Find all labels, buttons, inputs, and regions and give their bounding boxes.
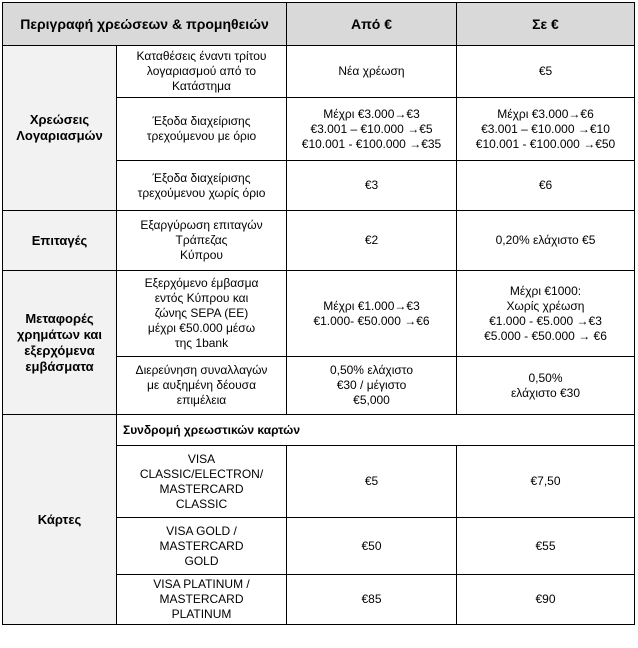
desc-line: επιμέλεια [176,393,227,407]
category-label: εξερχόμενα [24,342,95,358]
category-transfers [3,271,117,415]
desc-line: Εξαργύρωση επιταγών [140,218,263,232]
row-description [117,271,287,357]
value-line: €3.001 – €10.000 →€10 [481,121,610,136]
desc-line: μέχρι €50.000 μέσω [147,321,256,335]
row-to-value [457,446,635,518]
value-line: €3 [364,178,379,192]
value-line: €2 [364,233,379,247]
value-line: €30 / μέγιστο [336,378,407,392]
row-from-value [287,357,457,415]
value-line: €5 [364,474,379,488]
desc-line: εντός Κύπρου και [154,291,249,305]
value-line: €10.001 - €100.000 →€35 [301,136,442,151]
value-line: €85 [361,592,382,606]
category-label: Χρεώσεις [29,112,90,127]
desc-line: GOLD [184,553,219,568]
fees-table [2,2,635,625]
desc-line: MASTERCARD [159,538,244,553]
desc-line: CLASSIC [175,496,228,511]
category-label: εμβάσματα [25,358,94,374]
cards-subheader: Συνδρομή χρεωστικών καρτών [117,415,635,446]
value-line: Νέα χρέωση [338,64,405,78]
value-line: €90 [535,592,556,606]
row-from-value [287,271,457,357]
row-description [117,357,287,415]
category-cards [3,415,117,625]
desc-line: τρεχούμενου χωρίς όριο [137,185,266,200]
desc-line: CLASSIC/ELECTRON/ [139,466,264,481]
table-row [3,271,635,357]
value-line: €50 [361,538,382,553]
row-description [117,575,287,625]
row-description [117,211,287,271]
header-from: Από € [287,3,457,46]
value-line: Μέχρι €3.000→€6 [497,106,594,121]
value-line: €10.001 - €100.000 →€50 [475,136,616,151]
category-accounts [3,46,117,211]
value-line: €1.000- €50.000 →€6 [313,313,430,328]
row-to-value [457,161,635,211]
value-line: 0,20% ελάχιστο €5 [495,233,596,247]
desc-line: λογαριασμού από το [146,64,257,78]
desc-line: Εξερχόμενο έμβασμα [144,276,259,290]
desc-line: Έξοδα διαχείρισης [152,114,251,128]
value-line: €3.001 – €10.000 →€5 [310,121,433,136]
category-cheques [3,211,117,271]
row-from-value [287,98,457,161]
desc-line: Καταθέσεις έναντι τρίτου [136,49,267,63]
category-label: χρημάτων και [16,326,103,342]
value-line: 0,50% ελάχιστο [329,363,414,377]
desc-line: ζώνης SEPA (ΕΕ) [154,306,249,320]
desc-line: με αυξημένη δέουσα [146,378,257,392]
value-line: €1.000 - €5.000 →€3 [489,313,602,328]
row-description [117,446,287,518]
row-to-value [457,211,635,271]
table-row [3,211,635,271]
category-label: Λογαριασμών [16,128,103,143]
row-to-value [457,46,635,98]
table-header-row [3,3,635,46]
row-to-value [457,518,635,575]
row-to-value [457,271,635,357]
desc-line: MASTERCARD [159,592,244,606]
row-to-value [457,575,635,625]
desc-line: της 1bank [174,336,229,350]
desc-line: VISA [187,451,216,466]
desc-line: Διερεύνηση συναλλαγών [135,363,268,377]
desc-line: VISA PLATINUM / [153,577,250,591]
row-from-value [287,211,457,271]
desc-line: τρεχούμενου με όριο [146,129,257,143]
value-line: €55 [535,538,556,553]
row-description [117,98,287,161]
row-to-value [457,357,635,415]
row-from-value [287,46,457,98]
desc-line: MASTERCARD [159,481,244,496]
desc-line: PLATINUM [171,607,232,621]
row-from-value [287,161,457,211]
value-line: €5 [538,64,553,78]
category-label: Επιταγές [31,232,88,248]
table-row [3,46,635,98]
header-description: Περιγραφή χρεώσεων & προμηθειών [3,3,287,46]
value-line: ελάχιστο €30 [510,385,581,400]
category-label: Μεταφορές [25,310,94,326]
value-line: €5.000 - €50.000 → €6 [484,328,607,343]
category-label: Κάρτες [37,511,82,527]
row-description [117,518,287,575]
value-line: Μέχρι €1000: [509,283,582,298]
header-to: Σε € [457,3,635,46]
desc-line: Έξοδα διαχείρισης [152,170,251,185]
desc-line: Τράπεζας [175,233,228,247]
table-row [3,415,635,446]
row-description [117,161,287,211]
value-line: Μέχρι €3.000→€3 [323,106,420,121]
value-line: 0,50% [528,370,563,385]
value-line: €7,50 [530,474,561,488]
value-line: €5,000 [353,393,390,407]
value-line: €6 [538,178,553,192]
row-from-value [287,446,457,518]
desc-line: VISA GOLD / [166,523,237,538]
desc-line: Κατάστημα [172,79,231,93]
value-line: Χωρίς χρέωση [506,298,585,313]
row-description [117,46,287,98]
row-to-value [457,98,635,161]
row-from-value [287,575,457,625]
row-from-value [287,518,457,575]
value-line: Μέχρι €1.000→€3 [323,298,420,313]
desc-line: Κύπρου [180,248,223,262]
